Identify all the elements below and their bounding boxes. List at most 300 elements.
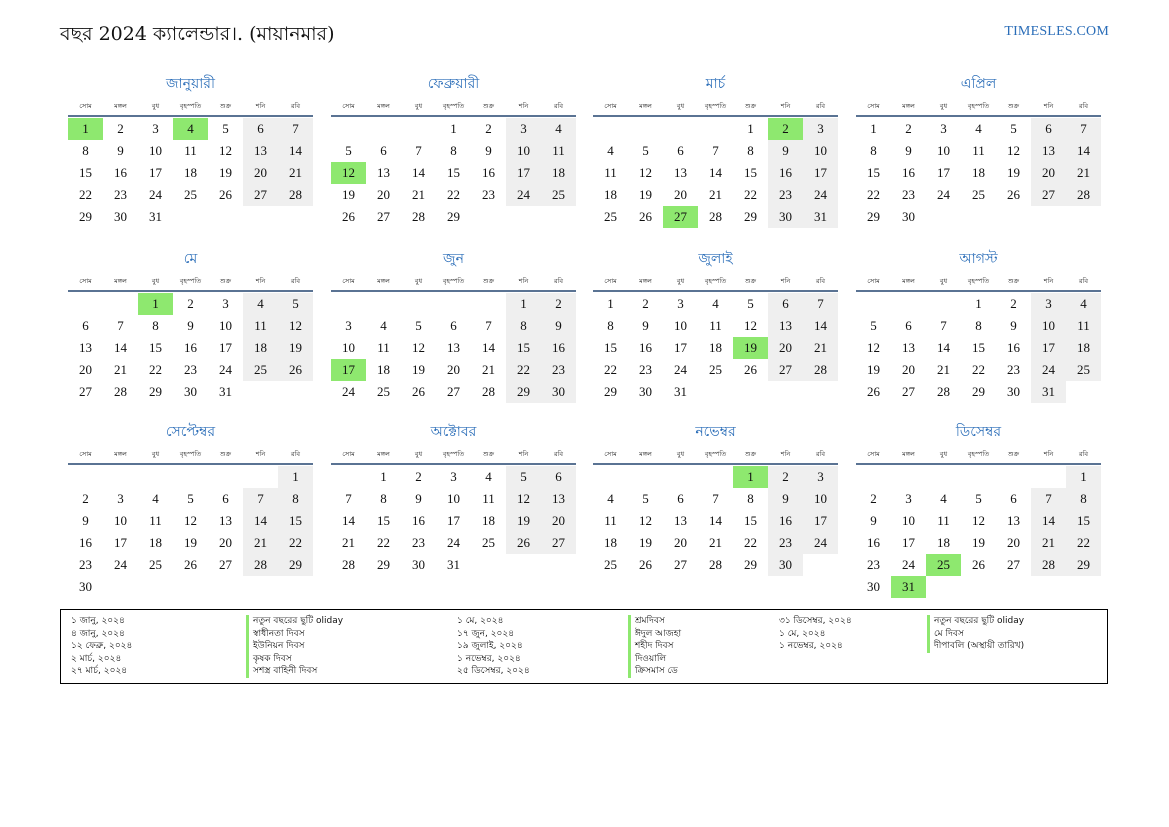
month-name: ডিসেম্বর (955, 424, 1002, 440)
day-grid (331, 466, 576, 576)
weekday-label: বৃহস্পতি (442, 102, 465, 110)
legend-holiday-name: নতুন বছরের ছুটি oliday (927, 615, 1024, 628)
day-cell: 2 (187, 296, 194, 311)
empty-cell (996, 466, 1031, 488)
day-cell: 28 (278, 184, 313, 206)
day-cell: 27 (243, 184, 278, 206)
day-cell: 16 (902, 165, 915, 180)
day-cell: 2 (541, 293, 576, 315)
day-cell: 24 (114, 557, 127, 572)
weekday-label: সোম (342, 102, 355, 110)
day-cell: 2 (415, 469, 422, 484)
day-cell: 27 (447, 384, 460, 399)
day-cell: 8 (747, 143, 754, 158)
day-cell: 24 (219, 362, 232, 377)
day-cell: 17 (902, 535, 915, 550)
day-cell: 8 (380, 491, 387, 506)
day-cell: 20 (674, 187, 687, 202)
day-cell: 13 (377, 165, 390, 180)
month-calendar (68, 249, 313, 403)
day-cell: 25 (1066, 359, 1101, 381)
day-cell: 15 (79, 165, 92, 180)
day-cell: 19 (867, 362, 880, 377)
day-cell: 21 (482, 362, 495, 377)
day-cell: 30 (1007, 384, 1020, 399)
day-cell: 12 (867, 340, 880, 355)
month-calendar (331, 249, 576, 403)
day-cell: 9 (117, 143, 124, 158)
day-cell: 1 (607, 296, 614, 311)
day-cell: 25 (377, 384, 390, 399)
day-cell: 18 (937, 535, 950, 550)
day-cell: 23 (768, 184, 803, 206)
day-cell: 10 (219, 318, 232, 333)
day-cell: 16 (114, 165, 127, 180)
legend-holiday-name: দীপাবলি (অস্থায়ী তারিখ) (927, 640, 1024, 653)
empty-cell (366, 118, 401, 140)
weekday-label: শুক্র (482, 277, 495, 285)
day-cell: 5 (278, 293, 313, 315)
day-cell: 8 (506, 315, 541, 337)
day-cell: 23 (867, 557, 880, 572)
day-cell: 6 (677, 491, 684, 506)
day-cell: 10 (803, 488, 838, 510)
day-cell: 15 (377, 513, 390, 528)
day-cell: 12 (639, 513, 652, 528)
weekday-label: শনি (255, 102, 266, 110)
day-cell: 15 (867, 165, 880, 180)
weekday-label: মঙ্গল (114, 450, 127, 458)
day-cell: 15 (278, 510, 313, 532)
day-cell: 30 (867, 579, 880, 594)
day-cell: 15 (604, 340, 617, 355)
day-cell: 15 (149, 340, 162, 355)
day-cell: 9 (1010, 318, 1017, 333)
month-name: সেপ্টেম্বর (165, 424, 216, 440)
day-cell: 18 (709, 340, 722, 355)
day-cell: 29 (278, 554, 313, 576)
day-cell: 22 (972, 362, 985, 377)
day-cell: 18 (377, 362, 390, 377)
weekday-label: রবি (553, 450, 564, 458)
day-cell: 22 (604, 362, 617, 377)
day-cell: 30 (79, 579, 92, 594)
site-link[interactable]: TIMESLES.COM (1004, 24, 1109, 39)
day-cell: 1 (278, 466, 313, 488)
weekday-label: বৃহস্পতি (179, 277, 202, 285)
day-cell: 11 (377, 340, 390, 355)
legend-names-3 (927, 615, 1024, 653)
day-grid (593, 293, 838, 403)
weekday-label: বৃহস্পতি (704, 450, 727, 458)
weekday-label: শনি (1043, 450, 1054, 458)
day-cell: 3 (803, 466, 838, 488)
weekday-label: মঙ্গল (114, 277, 127, 285)
day-cell: 8 (450, 143, 457, 158)
month-name: আগস্ট (959, 251, 998, 267)
day-cell: 3 (222, 296, 229, 311)
legend-date: ১২ ফেব্রু, ২০২৪ (71, 641, 133, 651)
day-cell: 11 (604, 513, 617, 528)
day-cell: 23 (114, 187, 127, 202)
legend-date: ১ নভেম্বর, ২০২৪ (457, 653, 521, 664)
day-cell: 3 (117, 491, 124, 506)
day-cell: 17 (447, 513, 460, 528)
day-cell: 7 (803, 293, 838, 315)
weekday-label: শনি (518, 277, 529, 285)
day-cell: 23 (639, 362, 652, 377)
day-cell: 5 (747, 296, 754, 311)
day-cell: 5 (870, 318, 877, 333)
day-cell: 12 (1007, 143, 1020, 158)
day-cell: 7 (940, 318, 947, 333)
day-cell: 29 (867, 209, 880, 224)
day-cell: 20 (447, 362, 460, 377)
day-grid (68, 466, 313, 598)
day-cell: 4 (975, 121, 982, 136)
weekday-label: বুধ (939, 450, 948, 458)
legend-holiday-name: ইউনিয়ন দিবস (246, 640, 343, 653)
day-cell: 1 (380, 469, 387, 484)
weekday-label: রবি (815, 450, 826, 458)
day-cell: 5 (345, 143, 352, 158)
holiday-legend (60, 609, 1108, 684)
month-calendar (856, 422, 1101, 598)
weekday-label: শুক্র (1007, 102, 1020, 110)
day-cell: 6 (1031, 118, 1066, 140)
day-cell: 7 (117, 318, 124, 333)
day-cell: 7 (712, 491, 719, 506)
legend-date: ১৯ জুলাই, ২০২৪ (457, 641, 523, 651)
day-cell: 25 (149, 557, 162, 572)
day-cell: 26 (744, 362, 757, 377)
day-cell: 17 (803, 510, 838, 532)
day-cell: 10 (674, 318, 687, 333)
legend-holiday-name: নতুন বছরের ছুটি oliday (246, 615, 343, 628)
day-cell: 22 (377, 535, 390, 550)
day-cell: 21 (709, 187, 722, 202)
weekday-label: মঙ্গল (377, 277, 390, 285)
day-cell: 7 (1031, 488, 1066, 510)
weekday-label: সোম (604, 277, 617, 285)
legend-date: ৩১ ডিসেম্বর, ২০২৪ (779, 616, 852, 626)
day-cell: 26 (506, 532, 541, 554)
page-title: বছর 2024 ক্যালেন্ডার।. (মায়ানমার) (60, 23, 335, 45)
day-cell: 11 (243, 315, 278, 337)
weekday-label: বৃহস্পতি (704, 277, 727, 285)
day-cell: 8 (278, 488, 313, 510)
day-cell: 30 (114, 209, 127, 224)
legend-date: ২ মার্চ, ২০২৪ (71, 653, 122, 664)
weekday-header (68, 446, 313, 465)
day-cell: 18 (541, 162, 576, 184)
month-name: জুলাই (698, 251, 733, 267)
day-cell: 23 (541, 359, 576, 381)
weekday-label: শনি (780, 277, 791, 285)
weekday-label: বুধ (414, 277, 423, 285)
day-cell: 21 (803, 337, 838, 359)
day-cell: 4 (243, 293, 278, 315)
day-cell: 8 (975, 318, 982, 333)
weekday-label: রবি (290, 450, 301, 458)
day-cell: 24 (902, 557, 915, 572)
day-cell: 10 (447, 491, 460, 506)
empty-cell (68, 466, 103, 488)
day-cell: 15 (447, 165, 460, 180)
weekday-label: শুক্র (744, 277, 757, 285)
empty-cell (698, 118, 733, 140)
day-cell: 6 (677, 143, 684, 158)
day-cell: 3 (450, 469, 457, 484)
legend-date: ১৭ জুন, ২০২৪ (457, 628, 515, 639)
day-cell: 7 (712, 143, 719, 158)
day-cell: 14 (278, 140, 313, 162)
holiday-day: 1 (68, 118, 103, 140)
day-grid (856, 118, 1101, 228)
day-cell: 23 (412, 535, 425, 550)
day-cell: 18 (1066, 337, 1101, 359)
day-cell: 20 (79, 362, 92, 377)
day-cell: 25 (482, 535, 495, 550)
day-cell: 14 (803, 315, 838, 337)
weekday-label: বুধ (939, 277, 948, 285)
day-cell: 11 (604, 165, 617, 180)
day-cell: 22 (744, 535, 757, 550)
day-cell: 3 (803, 118, 838, 140)
day-cell: 10 (902, 513, 915, 528)
day-cell: 12 (184, 513, 197, 528)
day-cell: 26 (867, 384, 880, 399)
month-name: অক্টোবর (430, 424, 477, 440)
day-cell: 26 (342, 209, 355, 224)
day-cell: 1 (975, 296, 982, 311)
day-cell: 22 (149, 362, 162, 377)
day-cell: 19 (342, 187, 355, 202)
day-cell: 9 (541, 315, 576, 337)
empty-cell (103, 466, 138, 488)
empty-cell (593, 118, 628, 140)
day-cell: 6 (380, 143, 387, 158)
day-cell: 9 (768, 488, 803, 510)
day-cell: 30 (902, 209, 915, 224)
day-cell: 29 (79, 209, 92, 224)
day-cell: 4 (380, 318, 387, 333)
day-cell: 7 (1066, 118, 1101, 140)
weekday-header (856, 98, 1101, 117)
day-cell: 16 (768, 162, 803, 184)
day-cell: 18 (972, 165, 985, 180)
day-cell: 28 (412, 209, 425, 224)
day-cell: 3 (1031, 293, 1066, 315)
day-cell: 26 (639, 557, 652, 572)
weekday-label: বৃহস্পতি (704, 102, 727, 110)
day-cell: 4 (940, 491, 947, 506)
day-cell: 25 (709, 362, 722, 377)
day-cell: 19 (639, 535, 652, 550)
day-cell: 13 (541, 488, 576, 510)
empty-cell (856, 466, 891, 488)
day-cell: 19 (639, 187, 652, 202)
weekday-label: রবি (290, 102, 301, 110)
empty-cell (1031, 466, 1066, 488)
weekday-label: রবি (1078, 277, 1089, 285)
month-name: ফেব্রুয়ারী (427, 76, 480, 92)
day-cell: 9 (768, 140, 803, 162)
day-cell: 17 (506, 162, 541, 184)
empty-cell (366, 293, 401, 315)
day-cell: 9 (642, 318, 649, 333)
day-cell: 21 (1066, 162, 1101, 184)
day-cell: 16 (1007, 340, 1020, 355)
day-cell: 21 (1031, 532, 1066, 554)
day-cell: 16 (768, 510, 803, 532)
day-cell: 14 (114, 340, 127, 355)
day-cell: 27 (902, 384, 915, 399)
day-cell: 24 (1031, 359, 1066, 381)
day-cell: 14 (709, 513, 722, 528)
weekday-label: বুধ (151, 450, 160, 458)
weekday-label: বৃহস্পতি (179, 450, 202, 458)
day-cell: 20 (219, 535, 232, 550)
day-cell: 17 (937, 165, 950, 180)
day-cell: 28 (482, 384, 495, 399)
weekday-header (593, 446, 838, 465)
day-cell: 19 (506, 510, 541, 532)
day-cell: 28 (114, 384, 127, 399)
day-cell: 26 (278, 359, 313, 381)
weekday-label: বুধ (151, 102, 160, 110)
weekday-label: সোম (867, 450, 880, 458)
day-grid (331, 118, 576, 228)
weekday-label: শনি (518, 450, 529, 458)
day-cell: 16 (541, 337, 576, 359)
day-cell: 19 (1007, 165, 1020, 180)
day-cell: 15 (744, 165, 757, 180)
day-cell: 13 (1031, 140, 1066, 162)
day-cell: 5 (506, 466, 541, 488)
day-cell: 30 (412, 557, 425, 572)
day-cell: 10 (342, 340, 355, 355)
weekday-header (593, 273, 838, 292)
day-cell: 26 (184, 557, 197, 572)
weekday-label: সোম (79, 277, 92, 285)
day-cell: 20 (674, 535, 687, 550)
day-cell: 26 (639, 209, 652, 224)
weekday-label: বৃহস্পতি (967, 102, 990, 110)
weekday-label: সোম (342, 277, 355, 285)
day-cell: 16 (79, 535, 92, 550)
day-cell: 14 (342, 513, 355, 528)
day-cell: 30 (639, 384, 652, 399)
day-cell: 14 (937, 340, 950, 355)
day-cell: 5 (642, 143, 649, 158)
day-cell: 6 (1010, 491, 1017, 506)
day-cell: 5 (222, 121, 229, 136)
day-cell: 13 (447, 340, 460, 355)
day-cell: 2 (485, 121, 492, 136)
day-cell: 20 (243, 162, 278, 184)
day-cell: 7 (415, 143, 422, 158)
holiday-day: 1 (733, 466, 768, 488)
day-cell: 1 (747, 121, 754, 136)
weekday-label: শুক্র (482, 450, 495, 458)
legend-holiday-name: সশস্ত্র বাহিনী দিবস (246, 665, 343, 678)
empty-cell (698, 466, 733, 488)
month-calendar (68, 74, 313, 228)
day-cell: 29 (506, 381, 541, 403)
legend-dates-2 (457, 615, 530, 678)
day-cell: 8 (747, 491, 754, 506)
day-cell: 27 (541, 532, 576, 554)
holiday-day: 12 (331, 162, 366, 184)
day-grid (68, 118, 313, 228)
day-cell: 15 (506, 337, 541, 359)
day-cell: 9 (415, 491, 422, 506)
day-cell: 2 (117, 121, 124, 136)
day-cell: 7 (485, 318, 492, 333)
day-cell: 16 (639, 340, 652, 355)
day-cell: 24 (342, 384, 355, 399)
day-cell: 10 (149, 143, 162, 158)
day-cell: 10 (803, 140, 838, 162)
weekday-label: বুধ (676, 277, 685, 285)
day-cell: 15 (972, 340, 985, 355)
weekday-label: শুক্র (744, 102, 757, 110)
weekday-label: বুধ (676, 450, 685, 458)
weekday-label: মঙ্গল (902, 102, 915, 110)
day-cell: 27 (377, 209, 390, 224)
day-cell: 21 (412, 187, 425, 202)
month-calendar (593, 249, 838, 403)
day-cell: 21 (709, 535, 722, 550)
weekday-header (68, 98, 313, 117)
day-cell: 16 (867, 535, 880, 550)
day-cell: 6 (450, 318, 457, 333)
day-cell: 25 (243, 359, 278, 381)
day-cell: 17 (674, 340, 687, 355)
day-cell: 11 (709, 318, 722, 333)
day-cell: 12 (219, 143, 232, 158)
weekday-label: শুক্র (482, 102, 495, 110)
day-cell: 28 (709, 209, 722, 224)
day-cell: 25 (604, 209, 617, 224)
day-cell: 6 (905, 318, 912, 333)
weekday-header (593, 98, 838, 117)
month-name: মে (183, 251, 198, 267)
day-cell: 11 (184, 143, 197, 158)
weekday-label: বুধ (151, 277, 160, 285)
legend-holiday-name: ঈদুল আজহা (628, 628, 681, 641)
weekday-label: রবি (815, 102, 826, 110)
day-cell: 24 (447, 535, 460, 550)
legend-date: ১ মে, ২০২৪ (779, 628, 826, 639)
day-cell: 5 (187, 491, 194, 506)
weekday-label: বুধ (939, 102, 948, 110)
day-cell: 8 (152, 318, 159, 333)
day-cell: 29 (447, 209, 460, 224)
weekday-label: শুক্র (744, 450, 757, 458)
weekday-header (331, 98, 576, 117)
day-cell: 4 (607, 491, 614, 506)
day-cell: 7 (345, 491, 352, 506)
day-cell: 24 (803, 184, 838, 206)
day-cell: 28 (1031, 554, 1066, 576)
day-cell: 21 (342, 535, 355, 550)
weekday-label: শনি (1043, 277, 1054, 285)
day-cell: 25 (604, 557, 617, 572)
empty-cell (331, 466, 366, 488)
empty-cell (926, 293, 961, 315)
